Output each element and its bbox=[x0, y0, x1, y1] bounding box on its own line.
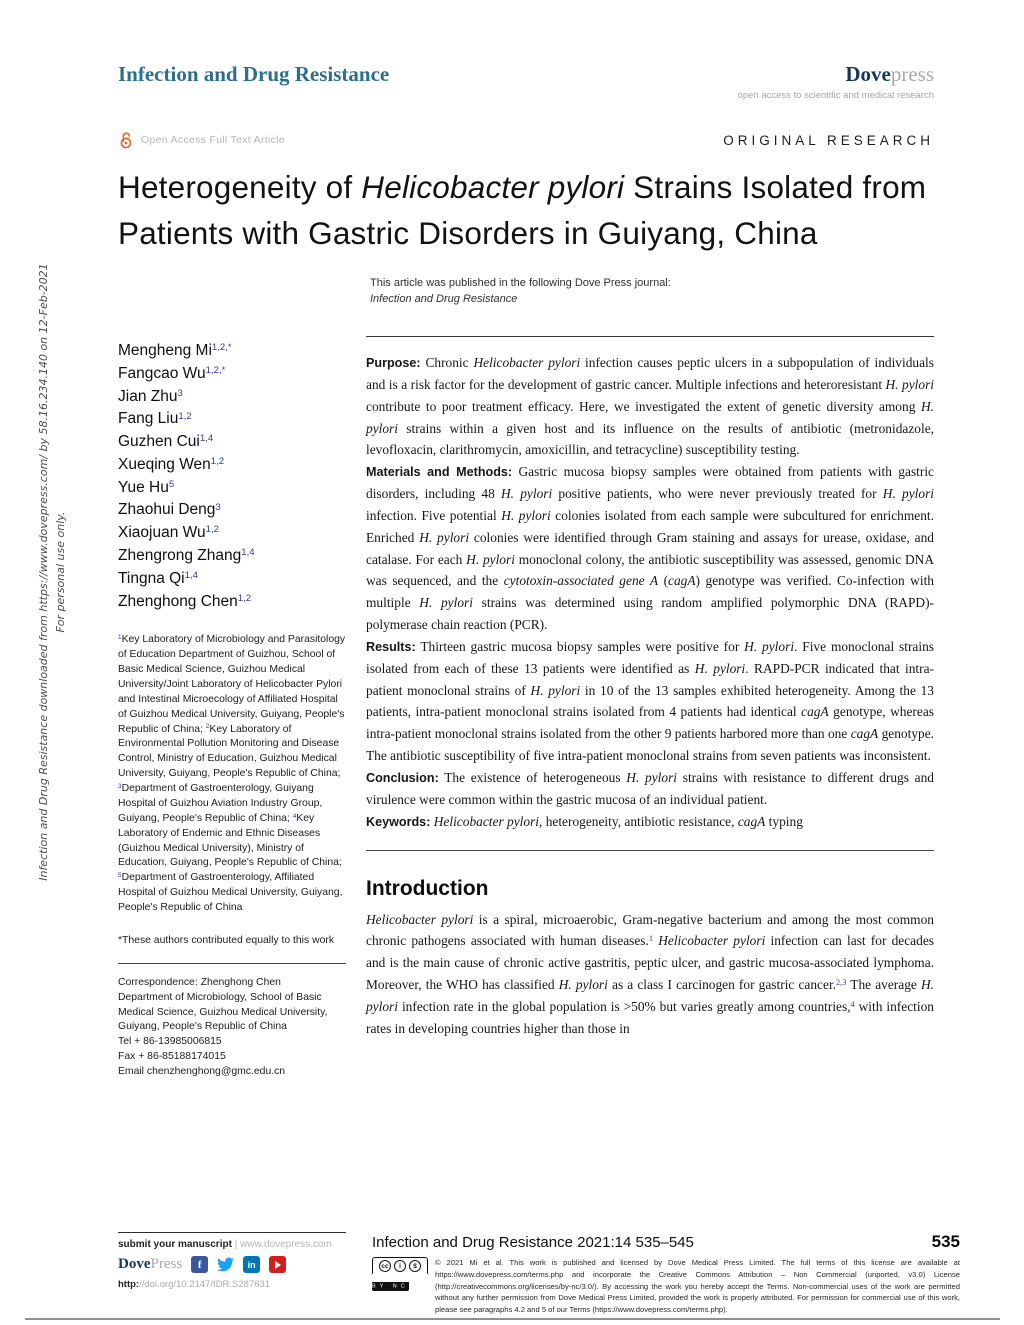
author-item: Fangcao $Wu^{1,2,*}$ bbox=[118, 364, 226, 382]
affiliations: $^1$Key Laboratory of Microbiology and Parasitology of Education Department of Guizhou, School of Basic Medical Science, Guizhou Medical University/Joint Laboratory of Helicobacter Pylori and Intestinal Microecology of Affiliated Hospital of Guizhou Medical University, Guiyang, People's Republic of China; $^2$Key Laboratory of Environmental Pollution Monitoring and Disease Control, Ministry of Education, Guizhou Medical University, Guiyang, People's Republic of China; $^3$Department of Gastroenterology, Guiyang Hospital of Guizhou Aviation Industry Group, Guiyang, People's Republic of China; $^4$Key Laboratory of Endemic and Ethnic Diseases (Guizhou Medical University), Ministry of Education, Guiyang, People's Republic of China; $^5$Department of Gastroenterology, Affiliated Hospital of Guizhou Medical University, Guiyang, People's Republic of China bbox=[118, 634, 346, 914]
section-label: Conclusion: bbox=[366, 771, 439, 785]
footer-logo-bold: Dove bbox=[118, 1256, 151, 1272]
cc-bar-label: BY NC bbox=[372, 1283, 409, 1289]
download-watermark bbox=[35, 242, 69, 902]
author-item: Guzhen Cui$^{1,4}$ bbox=[118, 433, 214, 451]
cc-by-icon: i bbox=[394, 1260, 406, 1272]
license-text: © 2021 Mi et al. This work is published and licensed by Dove Medical Press Limited. The full terms of this license are available at https://www.dovepress.com/terms.php and incorporate the Creative Commons Attribution – Non Commercial (unported, v3.0) License (http://creativecommons.org/licenses/by-nc/3.0/). By accessing the work you hereby accept the Terms. Non-commercial uses of the work are permitted without any further permission from Dove Medical Press Limited, provided the work is properly attributed. For permission for commercial use of this work, please see paragraphs 4.2 and 5 of our Terms (https://www.dovepress.com/terms.php). bbox=[435, 1258, 960, 1315]
section-label: Results: bbox=[366, 639, 416, 654]
footer-right bbox=[372, 1232, 960, 1316]
doi-rest: //doi.org/10.2147/IDR.S287631 bbox=[139, 1279, 271, 1290]
introduction-heading: Introduction bbox=[366, 876, 489, 900]
bottom-rule bbox=[25, 1318, 1000, 1320]
author-column bbox=[118, 336, 346, 1080]
cc-icon: cc bbox=[379, 1260, 391, 1272]
section-body: The existence of heterogeneous H. pylori strains with resistance to different drugs and virulence were common within the gastric mucosa of an individual patient. bbox=[366, 770, 935, 807]
masthead bbox=[118, 62, 934, 101]
journal-citation: Infection and Drug Resistance 2021:14 535–545 bbox=[372, 1234, 694, 1251]
footer-left bbox=[118, 1232, 346, 1316]
doi-prefix: http: bbox=[118, 1279, 140, 1290]
article-title: Heterogeneity of Helicobacter pylori Strains Isolated from Patients with Gastric Disorders in Guiyang, China bbox=[118, 169, 927, 251]
dovepress-logo-bold: Dove bbox=[845, 62, 891, 86]
cc-nc-icon: $ bbox=[409, 1260, 421, 1272]
author-item: Jian Zhu$^3$ bbox=[118, 387, 183, 405]
abstract-section-purpose bbox=[366, 352, 934, 461]
brand-tagline: open access to scientific and medical research bbox=[737, 90, 934, 101]
author-item: Fang Liu$^{1,2}$ bbox=[118, 410, 192, 428]
author-list bbox=[118, 340, 346, 613]
dovepress-url-link[interactable]: www.dovepress.com bbox=[240, 1239, 332, 1250]
author-item: Tingna Qi$^{1,4}$ bbox=[118, 569, 198, 587]
abstract-section-methods bbox=[366, 461, 934, 636]
open-access-label: Open Access Full Text Article bbox=[141, 134, 285, 146]
submit-separator: | bbox=[234, 1239, 238, 1250]
author-item: Yue Hu$^5$ bbox=[118, 478, 175, 496]
abstract-section-keywords bbox=[366, 811, 934, 833]
author-item: Mengheng $Mi^{1,2,*}$ bbox=[118, 341, 232, 359]
doi-link[interactable] bbox=[118, 1279, 346, 1290]
cc-license-badge[interactable] bbox=[372, 1257, 428, 1316]
author-item: Xueqing Wen$^{1,2}$ bbox=[118, 455, 225, 473]
dovepress-footer-logo[interactable] bbox=[118, 1256, 182, 1273]
section-label: Purpose: bbox=[366, 355, 421, 370]
watermark-line1: Infection and Drug Resistance downloaded from https://www.dovepress.com/ by 58.16.234.140 on 12-Feb-2021 bbox=[36, 263, 50, 881]
published-journal-name: Infection and Drug Resistance bbox=[370, 293, 518, 306]
published-note-line: This article was published in the following Dove Press journal: bbox=[370, 276, 671, 289]
correspondence-name: Correspondence: Zhenghong Chen bbox=[118, 976, 281, 988]
abstract-section-results bbox=[366, 636, 934, 767]
correspondence-fax: Fax + 86-85188174015 bbox=[118, 1051, 226, 1063]
abstract-section-conclusion bbox=[366, 767, 934, 811]
author-item: Zhenghong Chen$^{1,2}$ bbox=[118, 592, 252, 610]
dovepress-logo[interactable] bbox=[738, 62, 934, 87]
section-body: Helicobacter pylori, heterogeneity, antibiotic resistance, cagA typing bbox=[433, 813, 803, 829]
section-body: Gastric mucosa biopsy samples were obtained from patients with gastric disorders, including 48 H. pylori positive patients, who were never previously treated for H. pylori infection. Five potential H. pylori colonies isolated from each sample were subcultured for enrichment. Enriched H. pylori colonies were identified through Gram staining and assays for urease, oxidase, and catalase. For each H. pylori monoclonal colony, the antibiotic susceptibility was assessed, genomic DNA was sequenced, and the cytotoxin-associated gene A (cagA) genotype was verified. Co-infection with multiple H. pylori strains was determined using random amplified polymorphic DNA (RAPD)-polymerase chain reaction (PCR). bbox=[366, 464, 935, 633]
facebook-icon[interactable]: f bbox=[191, 1256, 208, 1273]
section-label: Materials and Methods: bbox=[366, 465, 513, 480]
author-item: Zhengrong Zhang$^{1,4}$ bbox=[118, 547, 255, 564]
twitter-icon[interactable] bbox=[217, 1256, 234, 1273]
published-note bbox=[370, 275, 934, 308]
footer-logo-light: Press bbox=[150, 1256, 183, 1272]
author-item: Zhaohui Deng$^3$ bbox=[118, 501, 221, 519]
abstract-divider bbox=[366, 850, 934, 851]
open-access-icon bbox=[118, 131, 134, 149]
correspondence-address: Department of Microbiology, School of Basic Medical Science, Guizhou Medical University, Guiyang, People's Republic of China bbox=[118, 991, 328, 1033]
journal-title: Infection and Drug Resistance bbox=[118, 62, 390, 86]
correspondence-divider bbox=[118, 963, 346, 964]
correspondence-tel: Tel + 86-13985006815 bbox=[118, 1036, 222, 1048]
watermark-line2: For personal use only. bbox=[54, 511, 67, 633]
section-label: Keywords: bbox=[366, 814, 431, 829]
section-body: Chronic Helicobacter pylori infection causes peptic ulcers in a subpopulation of individuals and is a risk factor for the development of gastric cancer. Multiple infections and heteroresistant H. pylori contribute to poor treatment efficacy. Here, we investigated the extent of genetic diversity among H. pylori strains within a given host and its influence on the results of antibiotic (metronidazole, levofloxacin, clarithromycin, amoxicillin, and tetracycline) susceptibility testing. bbox=[366, 354, 934, 458]
submit-manuscript-label: submit your manuscript bbox=[118, 1239, 232, 1250]
author-item: Xiaojuan Wu$^{1,2}$ bbox=[118, 524, 219, 542]
abstract-column bbox=[366, 336, 934, 1080]
correspondence-email[interactable]: Email chenzhenghong@gmc.edu.cn bbox=[118, 1066, 286, 1078]
equal-contribution-note: *These authors contributed equally to this work bbox=[118, 934, 335, 946]
meta-row bbox=[118, 131, 934, 149]
section-body: Thirteen gastric mucosa biopsy samples were positive for H. pylori. Five monoclonal strains isolated from each of these 13 patients were identified as H. pylori. RAPD-PCR indicated that intra-patient monoclonal strains of H. pylori in 10 of the 13 samples exhibited heterogeneity. Among the 13 patients, intra-patient monoclonal strains isolated from 4 patients had identical cagA genotype, whereas intra-patient monoclonal strains isolated from the other 9 patients harbored more than one cagA genotype. The antibiotic susceptibility of five intra-patient monoclonal strains from seven patients was inconsistent. bbox=[366, 638, 935, 764]
linkedin-icon[interactable]: in bbox=[243, 1256, 260, 1273]
abstract bbox=[366, 352, 934, 833]
page-number: 535 bbox=[931, 1232, 960, 1251]
category-label: ORIGINAL RESEARCH bbox=[723, 132, 934, 148]
footer bbox=[118, 1232, 960, 1316]
dovepress-logo-light: press bbox=[890, 62, 934, 86]
introduction-paragraph: Helicobacter pylori is a spiral, microaerobic, Gram-negative bacterium and among the most common chronic pathogens associated with human diseases.$^1$ Helicobacter pylori infection can last for decades and is the main cause of chronic active gastritis, peptic ulcer, and gastric mucosa-associated lymphoma. Moreover, the WHO has classified H. pylori as a class I carcinogen for gastric cancer.$^{2,3}$ The average H. pylori infection rate in the global population is >50% but varies greatly among countries,$^4$ with infection rates in developing countries higher than those in bbox=[366, 911, 934, 1036]
youtube-icon[interactable] bbox=[269, 1256, 286, 1273]
correspondence-block bbox=[118, 976, 346, 1080]
